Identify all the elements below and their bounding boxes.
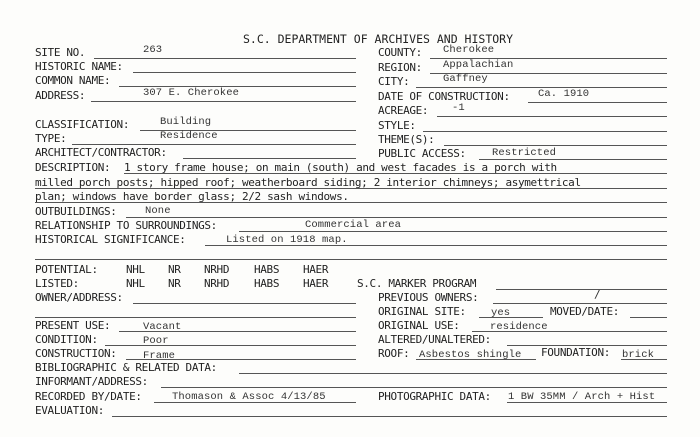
address-label: ADDRESS:	[35, 89, 86, 102]
potential-nrhd: NRHD	[204, 263, 230, 276]
outbuildings-value: None	[145, 205, 171, 217]
type-line	[72, 144, 356, 145]
recorded-by-value: Thomason & Assoc 4/13/85	[172, 391, 326, 403]
relationship-line	[239, 231, 667, 232]
county-value: Cherokee	[443, 44, 495, 56]
listed-haer: HAER	[303, 277, 329, 290]
acreage-line	[437, 116, 667, 117]
bibliographic-label: BIBLIOGRAPHIC & RELATED DATA:	[35, 361, 217, 374]
description-line-1: 1 story frame house; on main (south) and west facades is a porch with	[124, 161, 557, 174]
themes-line	[444, 145, 667, 146]
roof-value: Asbestos shingle	[419, 349, 522, 361]
description-rule-3	[35, 202, 667, 203]
moved-date-label: MOVED/DATE:	[550, 305, 619, 318]
site-no-line	[94, 58, 356, 59]
potential-label: POTENTIAL:	[35, 263, 98, 276]
foundation-label: FOUNDATION:	[541, 346, 610, 359]
potential-habs: HABS	[254, 263, 280, 276]
significance-value: Listed on 1918 map.	[226, 234, 348, 246]
foundation-value: brick	[622, 349, 655, 361]
original-site-label: ORIGINAL SITE:	[378, 305, 466, 318]
potential-nr: NR	[168, 263, 181, 276]
description-rule-2	[35, 188, 667, 189]
date-of-construction-value: Ca. 1910	[538, 88, 590, 100]
relationship-value: Commercial area	[305, 219, 402, 231]
listed-habs: HABS	[254, 277, 280, 290]
condition-label: CONDITION:	[35, 333, 98, 346]
acreage-value: -1	[452, 102, 465, 114]
description-line-3: plan; windows have border glass; 2/2 sash windows.	[35, 190, 349, 203]
region-label: REGION:	[378, 61, 422, 74]
themes-label: THEME(S):	[378, 133, 435, 146]
relationship-label: RELATIONSHIP TO SURROUNDINGS:	[35, 219, 217, 232]
region-value: Appalachian	[443, 59, 514, 71]
original-site-value: yes	[491, 307, 511, 319]
informant-line	[161, 387, 667, 388]
listed-nhl: NHL	[126, 277, 145, 290]
recorded-by-label: RECORDED BY/DATE:	[35, 390, 142, 403]
previous-owners-label: PREVIOUS OWNERS:	[378, 291, 479, 304]
classification-label: CLASSIFICATION:	[35, 118, 130, 131]
acreage-label: ACREAGE:	[378, 104, 429, 117]
date-of-construction-line	[528, 102, 667, 103]
owner-address-line	[133, 303, 356, 304]
condition-value: Poor	[143, 335, 169, 347]
owner-address-label: OWNER/ADDRESS:	[35, 291, 123, 304]
description-label: DESCRIPTION:	[35, 161, 111, 174]
style-label: STYLE:	[378, 119, 416, 132]
original-use-value: residence	[490, 321, 548, 333]
photographic-value: 1 BW 35MM / Arch + Hist	[508, 391, 656, 403]
marker-program-line	[496, 289, 667, 290]
date-of-construction-label: DATE OF CONSTRUCTION:	[378, 90, 510, 103]
blank-rule-1	[35, 259, 667, 260]
blank-rule-2	[35, 317, 356, 318]
outbuildings-line	[126, 217, 667, 218]
potential-haer: HAER	[303, 263, 329, 276]
outbuildings-label: OUTBUILDINGS:	[35, 205, 117, 218]
historic-name-label: HISTORIC NAME:	[35, 60, 123, 73]
photographic-label: PHOTOGRAPHIC DATA:	[378, 390, 491, 403]
public-access-value: Restricted	[492, 147, 557, 159]
site-no-value: 263	[143, 44, 163, 56]
listed-label: LISTED:	[35, 277, 79, 290]
historic-name-line	[133, 72, 356, 73]
address-value: 307 E. Cherokee	[143, 87, 240, 99]
present-use-label: PRESENT USE:	[35, 319, 111, 332]
informant-label: INFORMANT/ADDRESS:	[35, 375, 148, 388]
slash-mark-icon: /	[594, 288, 601, 301]
city-label: CITY:	[378, 75, 410, 88]
listed-nr: NR	[168, 277, 181, 290]
original-site-line	[479, 317, 543, 318]
address-line	[91, 101, 356, 102]
type-value: Residence	[160, 130, 218, 142]
style-line	[423, 131, 667, 132]
construction-label: CONSTRUCTION:	[35, 347, 117, 360]
description-rule-1	[124, 173, 667, 174]
common-name-label: COMMON NAME:	[35, 74, 111, 87]
significance-label: HISTORICAL SIGNIFICANCE:	[35, 233, 186, 246]
public-access-line	[479, 159, 667, 160]
public-access-label: PUBLIC ACCESS:	[378, 147, 466, 160]
listed-nrhd: NRHD	[204, 277, 230, 290]
county-label: COUNTY:	[378, 46, 422, 59]
architect-line	[183, 158, 356, 159]
bibliographic-line	[239, 373, 667, 374]
present-use-value: Vacant	[143, 321, 182, 333]
description-line-2: milled porch posts; hipped roof; weatherboard siding; 2 interior chimneys; asymettrical	[35, 176, 581, 189]
potential-nhl: NHL	[126, 263, 145, 276]
original-use-label: ORIGINAL USE:	[378, 319, 460, 332]
roof-label: ROOF:	[378, 347, 410, 360]
architect-label: ARCHITECT/CONTRACTOR:	[35, 146, 167, 159]
type-label: TYPE:	[35, 132, 67, 145]
marker-program-label: S.C. MARKER PROGRAM	[357, 277, 477, 290]
classification-value: Building	[160, 116, 212, 128]
moved-date-line	[630, 317, 667, 318]
evaluation-label: EVALUATION:	[35, 404, 104, 417]
site-no-label: SITE NO.	[35, 46, 86, 59]
city-value: Gaffney	[443, 73, 488, 85]
evaluation-line	[112, 416, 667, 417]
construction-value: Frame	[143, 350, 176, 362]
altered-label: ALTERED/UNALTERED:	[378, 333, 491, 346]
previous-owners-line	[493, 303, 667, 304]
form-title: S.C. DEPARTMENT OF ARCHIVES AND HISTORY	[243, 32, 514, 46]
